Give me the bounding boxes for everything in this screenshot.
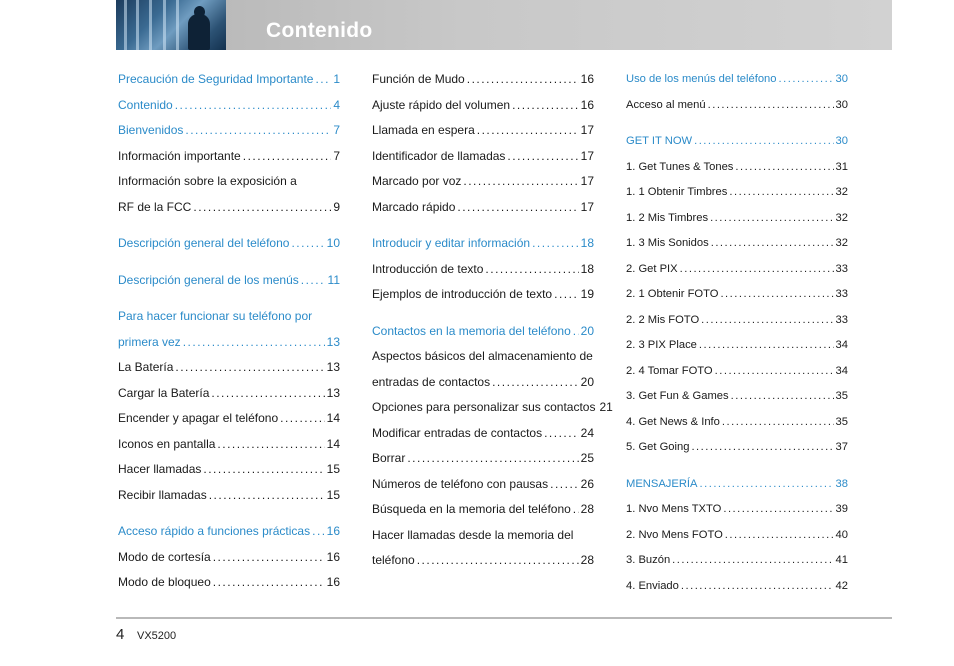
toc-leader-dots	[185, 118, 331, 144]
toc-leader-dots	[691, 435, 833, 461]
toc-entry[interactable]	[118, 231, 340, 257]
toc-leader-dots	[213, 545, 325, 571]
toc-entry-title: MENSAJERÍA	[626, 477, 698, 490]
toc-leader-dots	[477, 118, 579, 144]
toc-leader-dots	[701, 308, 833, 334]
toc-entry-page: 11	[327, 272, 340, 287]
toc-entry-title: Recibir llamadas	[118, 487, 207, 502]
toc-entry-page: 14	[326, 411, 340, 425]
toc-entry-title: Búsqueda en la memoria del teléfono	[372, 502, 571, 516]
toc-entry-page: 30	[835, 135, 848, 147]
toc-entry-title: Función de Mudo	[372, 72, 465, 86]
toc-entry-page: 42	[835, 579, 848, 592]
toc-entry[interactable]	[118, 67, 340, 93]
toc-entry-page: 37	[835, 441, 848, 453]
toc-entry[interactable]	[118, 406, 340, 432]
toc-entry[interactable]	[626, 523, 848, 549]
toc-entry-page: 19	[580, 287, 594, 301]
toc-entry[interactable]	[118, 330, 340, 356]
toc-entry-title: 1. Get Tunes & Tones	[626, 160, 734, 173]
toc-entry-title: Modificar entradas de contactos	[372, 425, 543, 440]
toc-entry[interactable]	[626, 497, 848, 523]
toc-entry-title: Borrar	[372, 451, 406, 465]
toc-entry[interactable]	[372, 118, 594, 144]
toc-column-2	[372, 67, 613, 574]
toc-leader-dots	[680, 257, 834, 283]
toc-entry-title: Bienvenidos	[118, 123, 184, 137]
toc-entry[interactable]	[372, 446, 594, 472]
toc-entry[interactable]	[626, 472, 848, 498]
toc-leader-dots	[573, 319, 579, 345]
toc-entry-title: Acceso rápido a funciones prácticas	[118, 524, 311, 538]
toc-entry[interactable]	[118, 545, 340, 571]
toc-leader-dots	[193, 195, 331, 221]
toc-leader-dots	[457, 195, 578, 221]
toc-entry-page: 13	[326, 334, 340, 349]
toc-leader-dots	[731, 384, 834, 410]
toc-entry-title: primera vez	[118, 334, 181, 349]
header-photo	[116, 0, 226, 50]
toc-entry-page: 16	[326, 549, 340, 564]
toc-entry-page: 30	[835, 98, 848, 111]
toc-entry[interactable]	[118, 432, 340, 458]
footer-divider	[116, 617, 892, 619]
toc-entry[interactable]	[626, 257, 848, 283]
toc-entry[interactable]	[372, 67, 594, 93]
page-number: 4	[116, 626, 125, 643]
toc-entry-page: 25	[580, 451, 594, 465]
toc-entry[interactable]	[626, 574, 848, 600]
toc-leader-dots	[723, 497, 833, 523]
toc-entry[interactable]	[626, 410, 848, 436]
toc-leader-dots	[681, 574, 834, 600]
toc-leader-dots	[512, 93, 579, 119]
toc-entry[interactable]	[626, 435, 848, 461]
toc-entry-page: 24	[580, 425, 594, 440]
model-name: VX5200	[137, 630, 177, 642]
toc-leader-dots	[532, 231, 579, 257]
toc-column-1	[118, 67, 340, 596]
toc-entry-title: Precaución de Seguridad Importante	[118, 72, 314, 86]
toc-leader-dots	[280, 406, 325, 432]
toc-entry-page: 34	[835, 364, 848, 377]
toc-entry[interactable]	[372, 497, 594, 523]
toc-entry-page: 26	[580, 476, 594, 491]
toc-entry-title: GET IT NOW	[626, 135, 693, 147]
toc-entry-page: 20	[580, 323, 594, 338]
toc-entry-page: 7	[333, 148, 340, 163]
toc-leader-dots	[291, 231, 324, 257]
toc-entry-page: 1	[333, 72, 340, 86]
toc-leader-dots	[711, 231, 834, 257]
toc-entry[interactable]	[372, 395, 613, 421]
toc-entry-title: La Batería	[118, 360, 174, 374]
toc-entry-page: 17	[580, 123, 594, 137]
toc-entry[interactable]	[372, 144, 594, 170]
toc-entry-page: 9	[333, 199, 340, 214]
toc-entry-page: 35	[835, 390, 848, 402]
toc-entry-title: teléfono	[372, 553, 415, 567]
toc-leader-dots	[175, 355, 324, 381]
toc-entry[interactable]	[372, 523, 594, 549]
toc-entry[interactable]	[118, 483, 340, 509]
toc-entry[interactable]	[626, 548, 848, 574]
toc-entry[interactable]	[372, 319, 594, 345]
toc-entry-title: Información importante	[118, 148, 241, 163]
toc-entry[interactable]	[372, 344, 594, 370]
toc-entry-title: Cargar la Batería	[118, 385, 210, 400]
toc-entry-page: 31	[835, 160, 848, 173]
toc-entry-title: Encender y apagar el teléfono	[118, 411, 279, 425]
toc-entry-title: Acceso al menú	[626, 98, 706, 111]
toc-leader-dots	[699, 333, 834, 359]
toc-entry-page: 39	[835, 503, 848, 515]
toc-entry-title: Para hacer funcionar su teléfono por	[118, 309, 313, 323]
toc-entry-title: 2. Get PIX	[626, 262, 678, 275]
toc-leader-dots	[175, 93, 332, 119]
toc-leader-dots	[417, 548, 579, 574]
toc-entry-title: 2. 2 Mis FOTO	[626, 313, 700, 326]
toc-entry[interactable]	[372, 370, 594, 396]
toc-entry-title: Aspectos básicos del almacenamiento de	[372, 349, 593, 363]
toc-entry[interactable]	[118, 118, 340, 144]
toc-entry[interactable]	[626, 67, 848, 93]
toc-leader-dots	[725, 523, 834, 549]
toc-leader-dots	[729, 180, 833, 206]
toc-entry-title: 1. 1 Obtenir Timbres	[626, 186, 728, 198]
toc-leader-dots	[715, 359, 834, 385]
toc-entry-title: Iconos en pantalla	[118, 436, 216, 451]
toc-entry-title: 2. 1 Obtenir FOTO	[626, 288, 719, 300]
toc-entry-page: 20	[580, 374, 594, 389]
toc-entry[interactable]	[372, 169, 594, 195]
toc-leader-dots	[550, 472, 579, 498]
toc-leader-dots	[213, 570, 325, 596]
toc-leader-dots	[507, 144, 578, 170]
toc-entry-page: 17	[580, 174, 594, 188]
toc-entry-page: 30	[835, 73, 848, 85]
toc-entry[interactable]	[372, 472, 594, 498]
toc-entry-title: 1. Nvo Mens TXTO	[626, 503, 722, 515]
toc-entry-title: Uso de los menús del teléfono	[626, 73, 777, 85]
toc-entry-title: 2. 3 PIX Place	[626, 339, 697, 351]
toc-entry[interactable]	[626, 206, 848, 232]
toc-entry[interactable]	[626, 308, 848, 334]
toc-entry[interactable]	[372, 195, 594, 221]
toc-entry[interactable]	[118, 519, 340, 545]
toc-leader-dots	[183, 330, 325, 356]
toc-entry[interactable]	[626, 282, 848, 308]
toc-entry[interactable]	[118, 93, 340, 119]
toc-entry[interactable]	[626, 231, 848, 257]
toc-entry-page: 33	[835, 313, 848, 326]
toc-leader-dots	[301, 268, 326, 294]
toc-entry-title: Hacer llamadas desde la memoria del	[372, 527, 574, 542]
toc-entry-page: 15	[326, 487, 340, 502]
toc-entry[interactable]	[372, 421, 594, 447]
toc-entry-title: Marcado por voz	[372, 174, 462, 188]
toc-entry-title: 1. 2 Mis Timbres	[626, 211, 709, 224]
toc-entry-title: Identificador de llamadas	[372, 148, 506, 163]
toc-entry-title: Hacer llamadas	[118, 462, 202, 476]
toc-entry-title: 1. 3 Mis Sonidos	[626, 237, 709, 249]
toc-entry-title: Opciones para personalizar sus contactos	[372, 400, 596, 414]
toc-entry[interactable]	[118, 570, 340, 596]
toc-entry-page: 10	[326, 236, 340, 250]
toc-entry-page: 17	[580, 199, 594, 214]
toc-entry[interactable]	[118, 144, 340, 170]
toc-leader-dots	[779, 67, 834, 93]
toc-entry-page: 16	[326, 575, 340, 589]
toc-entry-title: Ejemplos de introducción de texto	[372, 287, 553, 301]
toc-leader-dots	[463, 169, 578, 195]
toc-entry-page: 15	[326, 462, 340, 476]
toc-entry-page: 33	[835, 262, 848, 275]
toc-leader-dots	[407, 446, 578, 472]
toc-entry[interactable]	[118, 304, 340, 330]
toc-entry-title: 5. Get Going	[626, 441, 690, 453]
toc-leader-dots	[735, 155, 833, 181]
toc-entry[interactable]	[626, 155, 848, 181]
toc-leader-dots	[312, 519, 325, 545]
toc-entry[interactable]	[372, 548, 594, 574]
toc-leader-dots	[722, 410, 834, 436]
toc-entry-page: 32	[835, 211, 848, 224]
toc-entry[interactable]	[118, 169, 340, 195]
toc-leader-dots	[209, 483, 325, 509]
toc-entry-title: 3. Get Fun & Games	[626, 390, 729, 402]
toc-entry[interactable]	[118, 457, 340, 483]
toc-entry-title: Introducción de texto	[372, 261, 484, 276]
toc-leader-dots	[217, 432, 324, 458]
toc-leader-dots	[211, 381, 324, 407]
toc-entry-title: Modo de bloqueo	[118, 575, 211, 589]
toc-entry-page: 33	[835, 288, 848, 300]
toc-entry-title: Descripción general del teléfono	[118, 236, 290, 250]
toc-entry-title: Información sobre la exposición a	[118, 174, 297, 188]
page-title: Contenido	[266, 19, 373, 42]
toc-entry-title: 3. Buzón	[626, 554, 671, 566]
toc-entry-page: 35	[835, 415, 848, 428]
toc-entry-title: Contactos en la memoria del teléfono	[372, 323, 571, 338]
toc-leader-dots	[485, 257, 578, 283]
toc-entry-title: 2. 4 Tomar FOTO	[626, 364, 713, 377]
toc-entry-title: 4. Enviado	[626, 579, 679, 592]
toc-entry[interactable]	[372, 231, 594, 257]
toc-leader-dots	[243, 144, 332, 170]
toc-entry-page: 38	[835, 477, 848, 490]
toc-entry-title: entradas de contactos	[372, 374, 491, 389]
toc-entry-title: Descripción general de los menús	[118, 272, 299, 287]
toc-entry-title: 2. Nvo Mens FOTO	[626, 528, 723, 541]
toc-entry-page: 16	[580, 72, 594, 86]
toc-entry-page: 40	[835, 528, 848, 541]
toc-entry-title: Llamada en espera	[372, 123, 475, 137]
toc-entry[interactable]	[118, 381, 340, 407]
toc-leader-dots	[672, 548, 833, 574]
toc-entry-page: 28	[580, 553, 594, 567]
toc-leader-dots	[700, 472, 834, 498]
toc-entry-title: RF de la FCC	[118, 199, 192, 214]
toc-leader-dots	[203, 457, 324, 483]
toc-entry-page: 34	[835, 339, 848, 351]
toc-entry[interactable]	[118, 195, 340, 221]
toc-entry[interactable]	[372, 282, 594, 308]
toc-entry-page: 14	[326, 436, 340, 451]
toc-entry-page: 18	[580, 236, 594, 250]
toc-entry-page: 16	[580, 97, 594, 112]
toc-entry-page: 16	[326, 524, 340, 538]
toc-entry-title: Contenido	[118, 97, 173, 112]
toc-entry-page: 32	[835, 237, 848, 249]
toc-entry[interactable]	[372, 257, 594, 283]
toc-entry-page: 13	[326, 360, 340, 374]
toc-entry-page: 13	[326, 385, 340, 400]
toc-leader-dots	[708, 93, 834, 119]
toc-leader-dots	[554, 282, 579, 308]
toc-entry-page: 17	[580, 148, 594, 163]
toc-entry-title: Marcado rápido	[372, 199, 456, 214]
toc-entry-title: Números de teléfono con pausas	[372, 476, 549, 491]
toc-leader-dots	[544, 421, 579, 447]
toc-entry[interactable]	[118, 355, 340, 381]
toc-entry[interactable]	[626, 384, 848, 410]
toc-leader-dots	[573, 497, 579, 523]
toc-entry-title: 4. Get News & Info	[626, 415, 720, 428]
toc-leader-dots	[315, 67, 331, 93]
toc-entry-title: Modo de cortesía	[118, 549, 211, 564]
toc-entry[interactable]	[626, 333, 848, 359]
toc-entry-page: 32	[835, 186, 848, 198]
toc-leader-dots	[694, 129, 833, 155]
toc-entry-page: 41	[835, 554, 848, 566]
toc-entry-page: 21	[599, 400, 613, 414]
toc-entry-title: Ajuste rápido del volumen	[372, 97, 511, 112]
toc-column-3	[626, 67, 848, 599]
toc-entry[interactable]	[372, 93, 594, 119]
toc-entry-page: 4	[333, 97, 340, 112]
header-bar	[116, 0, 892, 50]
toc-entry-page: 7	[333, 123, 340, 137]
toc-entry[interactable]	[626, 93, 848, 119]
toc-entry-page: 18	[580, 261, 594, 276]
toc-leader-dots	[720, 282, 833, 308]
toc-entry[interactable]	[626, 180, 848, 206]
toc-entry-title: Introducir y editar información	[372, 236, 531, 250]
toc-entry[interactable]	[626, 129, 848, 155]
toc-leader-dots	[492, 370, 579, 396]
toc-entry-page: 28	[580, 502, 594, 516]
toc-leader-dots	[467, 67, 579, 93]
toc-leader-dots	[710, 206, 833, 232]
toc-entry[interactable]	[626, 359, 848, 385]
toc-entry[interactable]	[118, 268, 340, 294]
